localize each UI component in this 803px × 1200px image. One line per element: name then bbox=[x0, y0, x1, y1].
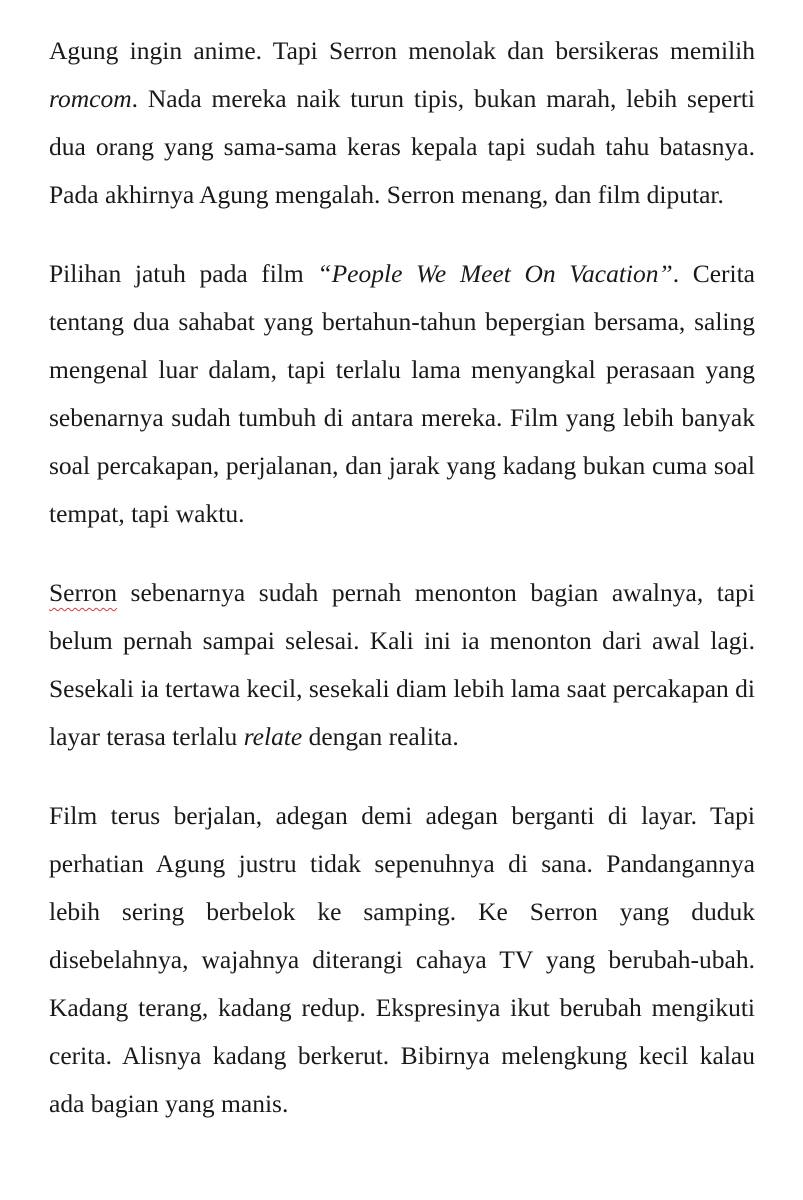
paragraph-2-text-a: Pilihan jatuh pada film bbox=[49, 259, 318, 288]
paragraph-1-text-c: . Nada mereka naik turun tipis, bukan marah, lebih seperti dua orang yang sama-sama keras kepala tapi sudah tahu batasnya. Pada akhirnya Agung mengalah. Serron menang, dan film diputar. bbox=[49, 84, 755, 209]
paragraph-1-text-a: Agung ingin anime. Tapi Serron menolak dan bersikeras memilih bbox=[49, 36, 755, 65]
paragraph-3-spellcheck-word[interactable]: Serron bbox=[49, 578, 117, 607]
paragraph-4-text: Film terus berjalan, adegan demi adegan berganti di layar. Tapi perhatian Agung justru tidak sepenuhnya di sana. Pandangannya lebih sering berbelok ke samping. Ke Serron yang duduk disebelahnya, wajahnya diterangi cahaya TV yang berubah-ubah. Kadang terang, kadang redup. Ekspresinya ikut berubah mengikuti cerita. Alisnya kadang berkerut. Bibirnya melengkung kecil kalau ada bagian yang manis. bbox=[49, 801, 755, 1118]
paragraph-1 bbox=[49, 27, 755, 219]
paragraph-3-text-d: dengan realita. bbox=[302, 722, 459, 751]
paragraph-2 bbox=[49, 250, 755, 538]
paragraph-3-text-b: sebenarnya sudah pernah menonton bagian awalnya, tapi belum pernah sampai selesai. Kali ini ia menonton dari awal lagi. Sesekali ia tertawa kecil, sesekali diam lebih lama saat percakapan di layar terasa terlalu bbox=[49, 578, 755, 751]
paragraph-2-text-c: . Cerita tentang dua sahabat yang bertahun-tahun bepergian bersama, saling mengenal luar dalam, tapi terlalu lama menyangkal perasaan yang sebenarnya sudah tumbuh di antara mereka. Film yang lebih banyak soal percakapan, perjalanan, dan jarak yang kadang bukan cuma soal tempat, tapi waktu. bbox=[49, 259, 756, 528]
paragraph-2-italic-film-title: “People We Meet On Vacation” bbox=[317, 259, 673, 288]
document-body bbox=[49, 27, 755, 1128]
paragraph-3 bbox=[49, 569, 755, 761]
paragraph-4 bbox=[49, 792, 755, 1128]
paragraph-3-italic-relate: relate bbox=[243, 722, 303, 751]
paragraph-1-italic-romcom: romcom bbox=[49, 84, 132, 113]
